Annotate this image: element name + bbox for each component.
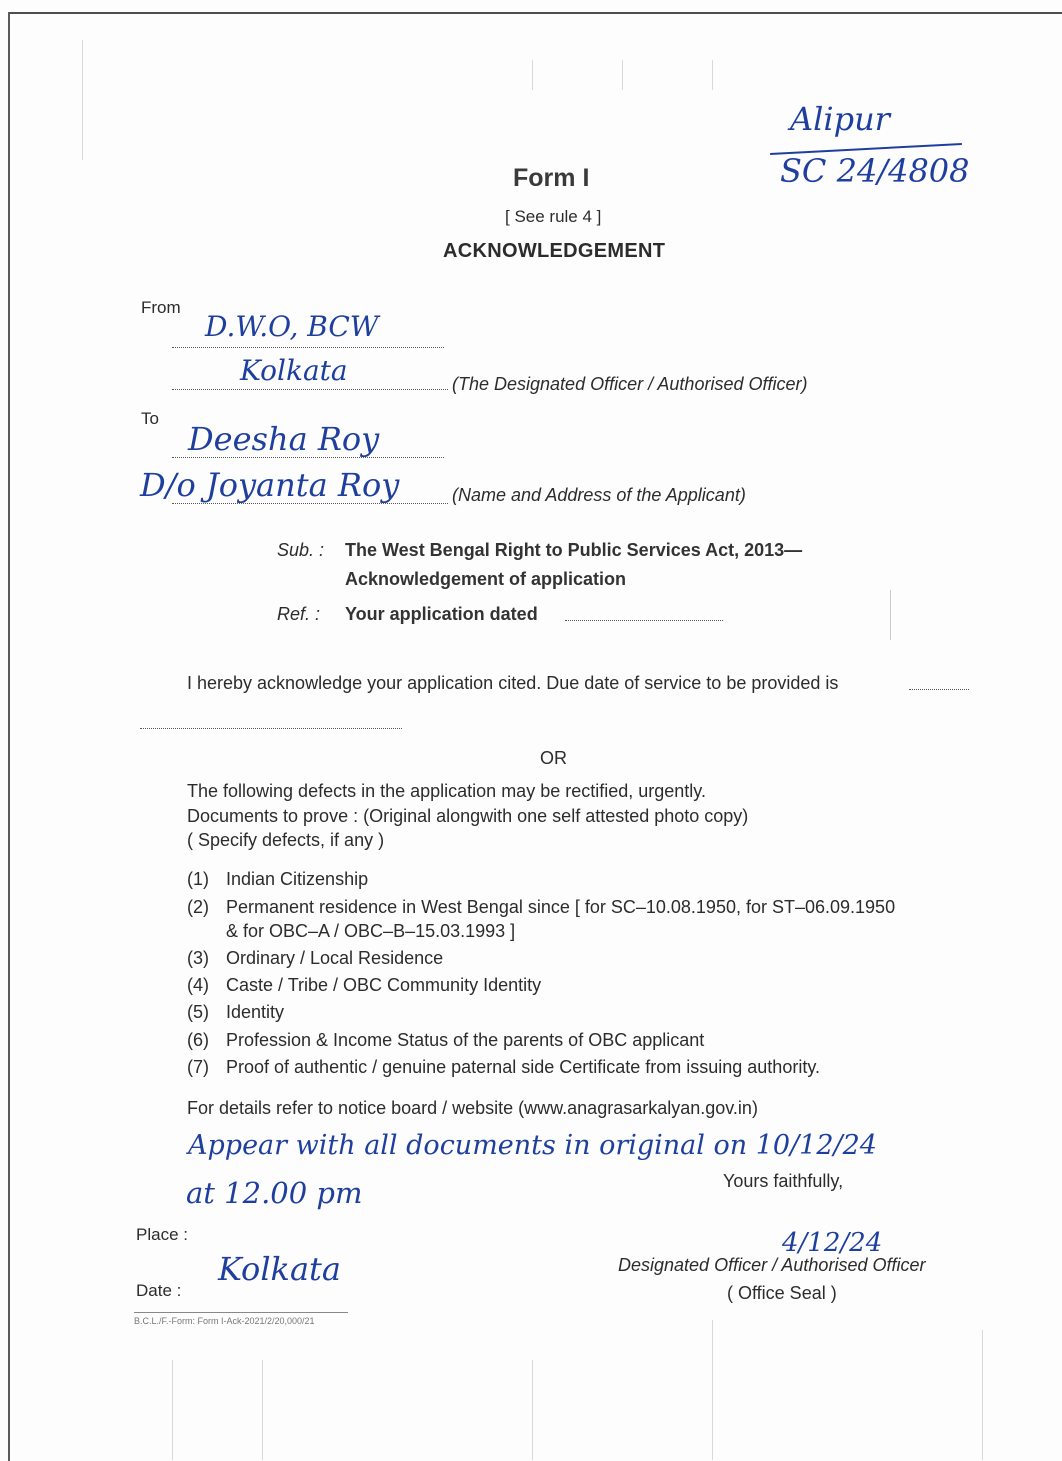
scan-line: [532, 1360, 533, 1460]
from-hand-line1: D.W.O, BCW: [205, 310, 379, 343]
due-date-dotted-line: [909, 689, 969, 690]
from-dotted-line-2: [172, 389, 448, 390]
annotation-top-line1: Alipur: [790, 100, 890, 138]
sub-text-line2: Acknowledgement of application: [345, 569, 627, 589]
scan-line: [712, 1320, 713, 1460]
form-title: Form I: [513, 164, 590, 192]
list-item-text-continued: & for OBC–A / OBC–B–15.03.1993 ]: [226, 921, 516, 941]
to-hand-line1: Deesha Roy: [188, 420, 380, 458]
footer-code: B.C.L./F.-Form: Form I-Ack-2021/2/20,000/21: [134, 1316, 315, 1326]
list-item-number: (5): [187, 1002, 209, 1022]
office-seal-caption: ( Office Seal ): [727, 1283, 837, 1303]
sub-label: Sub. :: [277, 540, 325, 560]
list-item-number: (2): [187, 897, 209, 917]
place-hand-value: Kolkata: [218, 1250, 341, 1288]
acknowledge-text: I hereby acknowledge your application cited. Due date of service to be provided is: [187, 673, 839, 693]
rule-reference: [ See rule 4 ]: [505, 207, 602, 226]
list-item-text: Identity: [226, 1002, 285, 1022]
scan-line: [890, 590, 891, 640]
ref-text: Your application dated: [345, 604, 538, 624]
ref-label: Ref. :: [277, 604, 321, 624]
due-date-dotted-line-2: [140, 728, 402, 729]
annotation-bottom-line2: at 12.00 pm: [186, 1176, 363, 1210]
list-item-number: (3): [187, 948, 209, 968]
notice-text: For details refer to notice board / website (www.anagrasarkalyan.gov.in): [187, 1098, 758, 1118]
from-hand-line2: Kolkata: [240, 354, 348, 387]
from-caption: (The Designated Officer / Authorised Officer): [452, 374, 808, 394]
defects-line2: Documents to prove : (Original alongwith one self attested photo copy): [187, 806, 749, 826]
scan-line: [82, 40, 83, 160]
yours-faithfully: Yours faithfully,: [723, 1171, 844, 1191]
scan-border-left: [8, 12, 10, 1461]
list-item-number: (1): [187, 869, 209, 889]
or-separator: OR: [540, 748, 567, 768]
sub-text-line1: The West Bengal Right to Public Services Act, 2013—: [345, 540, 803, 560]
acknowledgement-heading: ACKNOWLEDGEMENT: [443, 240, 666, 262]
annotation-top-line2: SC 24/4808: [780, 152, 970, 190]
defects-line3: ( Specify defects, if any ): [187, 830, 385, 850]
scan-line: [532, 60, 533, 90]
scan-line: [982, 1330, 983, 1460]
place-label: Place :: [136, 1225, 188, 1244]
from-label: From: [141, 298, 181, 317]
to-dotted-line-1: [172, 457, 444, 458]
scan-line: [172, 1360, 173, 1460]
defects-line1: The following defects in the application may be rectified, urgently.: [187, 781, 706, 801]
footer-rule: [134, 1312, 348, 1313]
list-item-number: (6): [187, 1030, 209, 1050]
scan-line: [262, 1360, 263, 1460]
from-dotted-line-1: [172, 347, 444, 348]
to-dotted-line-2: [172, 503, 448, 504]
scan-border-top: [8, 12, 1062, 14]
to-hand-line2: D/o Joyanta Roy: [140, 466, 400, 504]
to-caption: (Name and Address of the Applicant): [452, 485, 746, 505]
to-label: To: [141, 409, 159, 428]
list-item-text: Profession & Income Status of the parents of OBC applicant: [226, 1030, 705, 1050]
ref-date-dotted-line: [565, 620, 723, 621]
scan-line: [712, 60, 713, 90]
list-item-text: Permanent residence in West Bengal since [ for SC–10.08.1950, for ST–06.09.1950: [226, 897, 896, 917]
date-label: Date :: [136, 1281, 182, 1300]
list-item-number: (4): [187, 975, 209, 995]
designated-officer-caption: Designated Officer / Authorised Officer: [618, 1255, 926, 1275]
list-item-number: (7): [187, 1057, 209, 1077]
officer-signature: 4/12/24: [782, 1228, 883, 1258]
list-item-text: Proof of authentic / genuine paternal side Certificate from issuing authority.: [226, 1057, 820, 1077]
scan-line: [622, 60, 623, 90]
list-item-text: Caste / Tribe / OBC Community Identity: [226, 975, 542, 995]
annotation-bottom-line1: Appear with all documents in original on 10/12/24: [188, 1130, 877, 1161]
list-item-text: Indian Citizenship: [226, 869, 369, 889]
list-item-text: Ordinary / Local Residence: [226, 948, 444, 968]
